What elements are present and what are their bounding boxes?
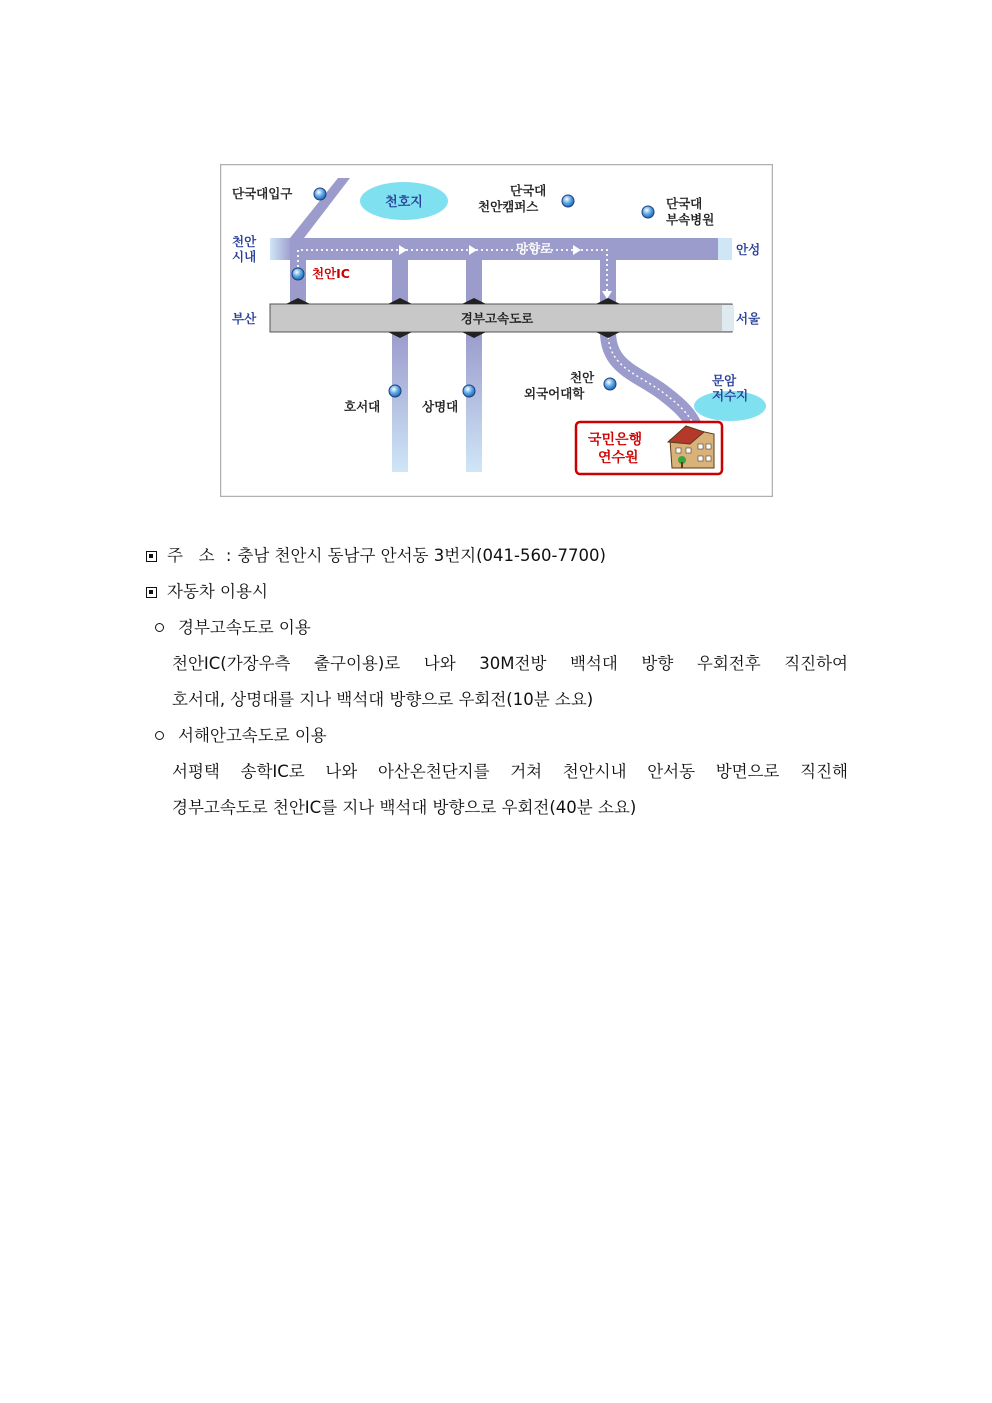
sangmyung-road	[466, 332, 482, 472]
label-kb-center-2: 연수원	[598, 450, 639, 466]
route1-line2: 호서대, 상명대를 지나 백석대 방향으로 우회전(10분 소요)	[172, 690, 594, 709]
route2-title-line	[155, 725, 327, 747]
route1-line1: 천안IC(가장우측 출구이용)로 나와 30M전방 백석대 방향 우회전후 직진하여	[172, 654, 848, 673]
label-anseong: 안성	[736, 242, 761, 257]
square-bullet-icon	[146, 587, 157, 598]
route2-title: 서해안고속도로 이용	[178, 726, 327, 745]
label-seoul: 서울	[736, 311, 761, 326]
route2-line1: 서평택 송학IC로 나와 아산온천단지를 거쳐 천안시내 안서동 방면으로 직진해	[172, 762, 848, 781]
address-value: 충남 천안시 동남구 안서동 3번지(041-560-7700)	[237, 546, 606, 565]
label-busan: 부산	[232, 311, 257, 326]
label-foreign-lang-univ-2: 외국어대학	[524, 386, 585, 401]
route1-title: 경부고속도로 이용	[178, 618, 311, 637]
circle-bullet-icon	[155, 731, 164, 740]
label-dankook-hospital-1: 단국대	[666, 196, 703, 211]
address-line	[146, 545, 606, 567]
label-munam-1: 문암	[712, 373, 737, 388]
address-separator: :	[225, 546, 232, 565]
label-dankook-hospital-2: 부속병원	[666, 212, 715, 227]
label-hoseo: 호서대	[344, 399, 381, 414]
label-dankook-entrance: 단국대입구	[232, 186, 293, 201]
car-heading: 자동차 이용시	[167, 582, 268, 601]
label-cheonan-city-2: 시내	[232, 249, 257, 264]
square-bullet-icon	[146, 551, 157, 562]
route2-line2: 경부고속도로 천안IC를 지나 백석대 방향으로 우회전(40분 소요)	[172, 798, 637, 817]
location-map	[220, 164, 773, 497]
label-cheonan-ic: 천안IC	[312, 266, 350, 281]
circle-bullet-icon	[155, 623, 164, 632]
label-munam-2: 저수지	[712, 388, 749, 403]
car-heading-line	[146, 581, 268, 603]
route1-title-line	[155, 617, 311, 639]
manghyang-road	[290, 238, 720, 260]
label-dankook-campus-2: 천안캠퍼스	[478, 199, 539, 214]
label-kb-center-1: 국민은행	[588, 432, 643, 448]
address-label: 주 소	[167, 546, 215, 565]
label-foreign-lang-univ-1: 천안	[570, 370, 595, 385]
label-sangmyung: 상명대	[422, 399, 459, 414]
hoseo-road	[392, 332, 408, 472]
label-manghyang-road: 망향로	[516, 241, 553, 256]
label-expressway: 경부고속도로	[460, 311, 534, 326]
label-dankook-campus-1: 단국대	[510, 183, 547, 198]
cheonho-label: 천호지	[385, 195, 423, 210]
label-cheonan-city-1: 천안	[232, 234, 257, 249]
